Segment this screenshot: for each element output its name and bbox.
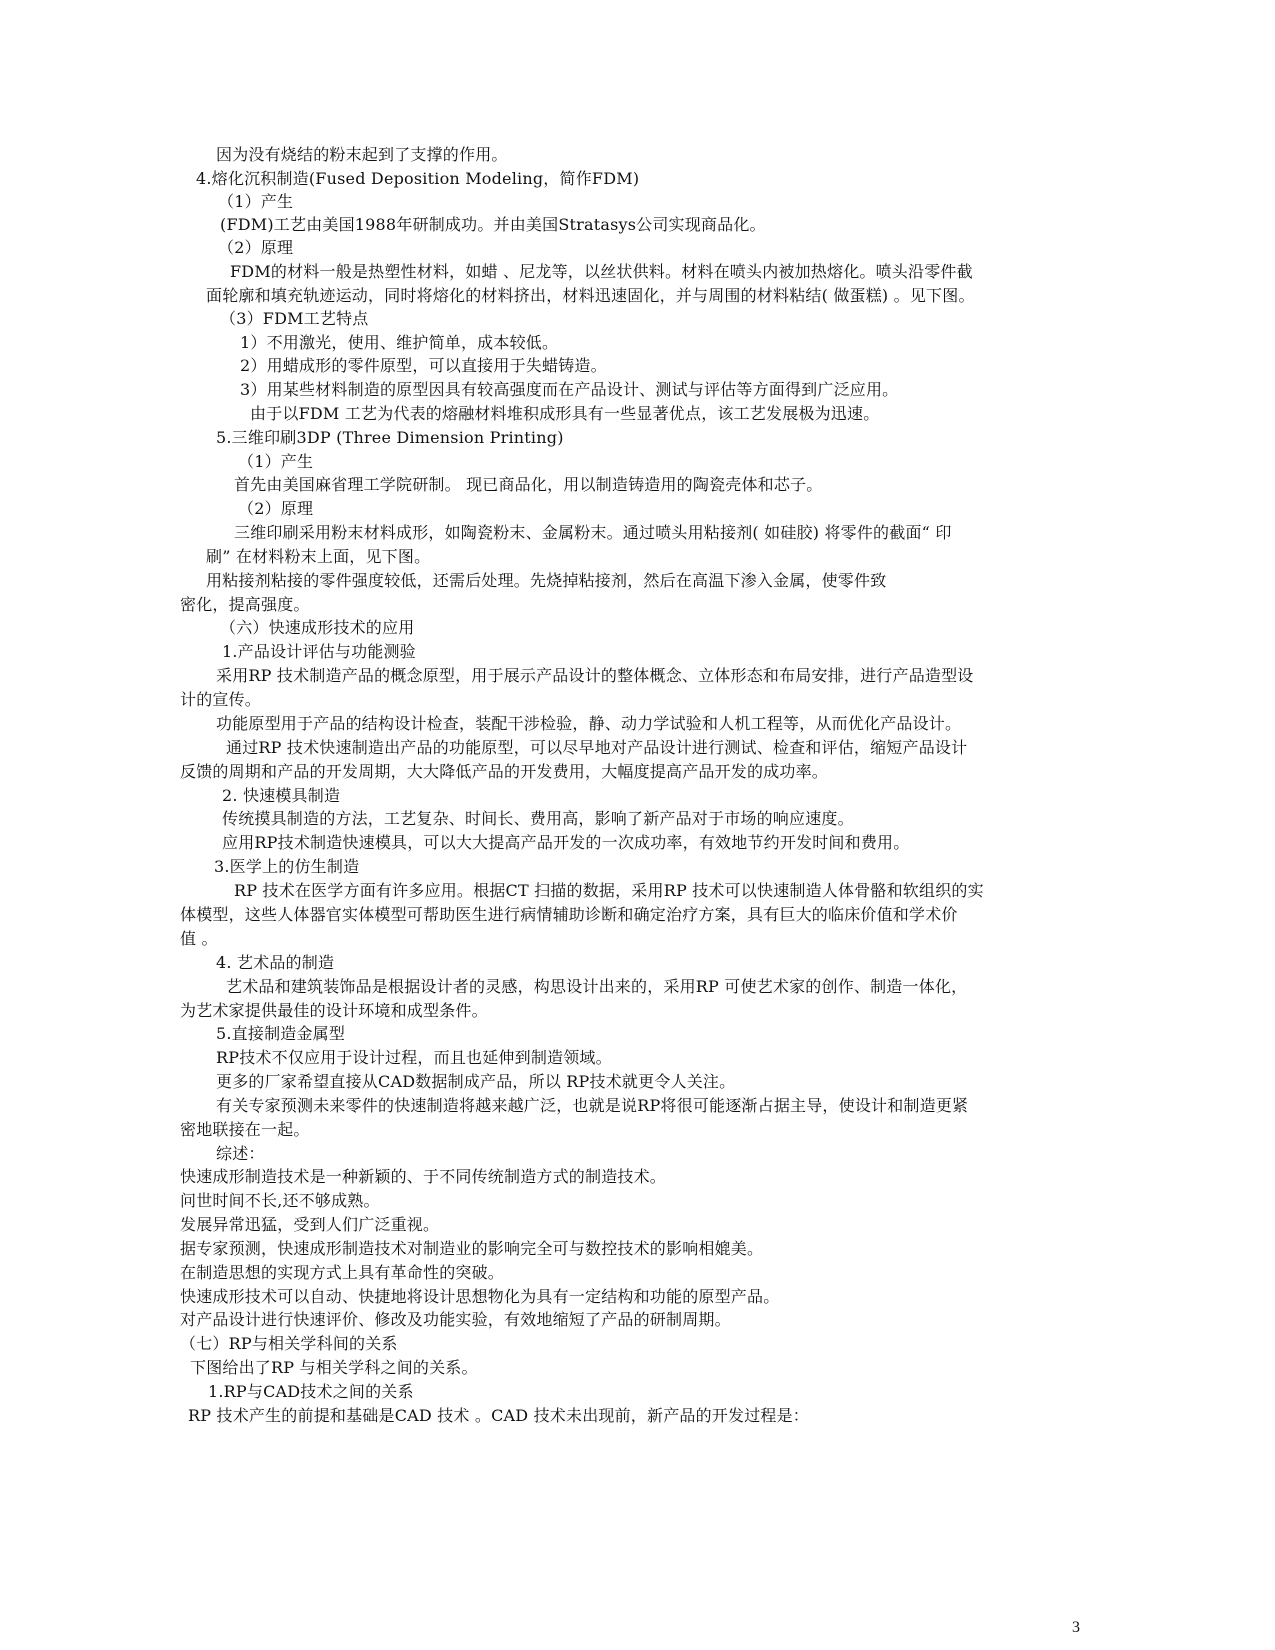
section-heading: 5.三维印刷3DP (Three Dimension Printing) — [216, 428, 564, 447]
list-item: 1）不用激光，使用、维护简单，成本较低。 — [240, 333, 559, 352]
text-line: 快速成形制造技术是一种新颖的、于不同传统制造方式的制造技术。 — [180, 1167, 667, 1186]
text-line: 功能原型用于产品的结构设计检查，装配干涉检验，静、动力学试验和人机工程等，从而优化产品设计。 — [216, 714, 962, 733]
text-line: RP技术不仅应用于设计过程，而且也延伸到制造领域。 — [216, 1048, 612, 1067]
text-line: 因为没有烧结的粉末起到了支撑的作用。 — [216, 145, 508, 164]
text-line: 刷” 在材料粉末上面，见下图。 — [206, 547, 431, 566]
text-line: 艺术品和建筑装饰品是根据设计者的灵感，构思设计出来的，采用RP 可使艺术家的创作、制造一体化， — [226, 977, 968, 996]
text-line: 面轮廓和填充轨迹运动，同时将熔化的材料挤出，材料迅速固化，并与周围的材料粘结( 做蛋糕) 。见下图。 — [206, 286, 975, 305]
text-line: 用粘接剂粘接的零件强度较低，还需后处理。先烧掉粘接剂，然后在高温下渗入金属，使零件致 — [206, 571, 887, 590]
text-line: 计的宣传。 — [180, 690, 262, 709]
text-line: (FDM)工艺由美国1988年研制成功。并由美国Stratasys公司实现商品化。 — [220, 215, 766, 234]
chapter-heading: （七）RP与相关学科间的关系 — [180, 1334, 398, 1353]
subsection-heading: （3）FDM工艺特点 — [220, 309, 369, 328]
subsection-heading: （2）原理 — [238, 499, 314, 518]
text-line: 反馈的周期和产品的开发周期，大大降低产品的开发费用，大幅度提高产品开发的成功率。 — [180, 762, 829, 781]
section-heading: 综述： — [216, 1144, 265, 1163]
text-line: 为艺术家提供最佳的设计环境和成型条件。 — [180, 1001, 488, 1020]
section-heading: 1.RP与CAD技术之间的关系 — [208, 1382, 414, 1401]
text-line: 发展异常迅猛，受到人们广泛重视。 — [180, 1215, 440, 1234]
text-line: 采用RP 技术制造产品的概念原型，用于展示产品设计的整体概念、立体形态和布局安排，进行产品造型设 — [216, 666, 974, 685]
section-heading: 5.直接制造金属型 — [216, 1024, 346, 1043]
text-line: 更多的厂家希望直接从CAD数据制成产品，所以 RP技术就更令人关注。 — [216, 1072, 736, 1091]
text-line: 下图给出了RP 与相关学科之间的关系。 — [190, 1358, 478, 1377]
text-line: 体模型，这些人体器官实体模型可帮助医生进行病情辅助诊断和确定治疗方案，具有巨大的临床价值和学术价 — [180, 905, 958, 924]
text-line: RP 技术产生的前提和基础是CAD 技术 。CAD 技术未出现前，新产品的开发过程是： — [188, 1406, 810, 1425]
page-number: 3 — [1072, 1619, 1080, 1636]
text-line: 首先由美国麻省理工学院研制。 现已商品化，用以制造铸造用的陶瓷壳体和芯子。 — [234, 475, 823, 494]
text-line: 对产品设计进行快速评价、修改及功能实验，有效地缩短了产品的研制周期。 — [180, 1310, 731, 1329]
text-line: 在制造思想的实现方式上具有革命性的突破。 — [180, 1263, 505, 1282]
chapter-heading: （六）快速成形技术的应用 — [220, 618, 415, 637]
section-heading: 4. 艺术品的制造 — [216, 953, 335, 972]
section-heading: 1.产品设计评估与功能测验 — [222, 642, 416, 661]
text-line: RP 技术在医学方面有许多应用。根据CT 扫描的数据，采用RP 技术可以快速制造人体骨骼和软组织的实 — [234, 881, 984, 900]
text-line: 传统摸具制造的方法，工艺复杂、时间长、费用高，影响了新产品对于市场的响应速度。 — [222, 809, 854, 828]
list-item: 2）用蜡成形的零件原型，可以直接用于失蜡铸造。 — [240, 356, 607, 375]
subsection-heading: （1）产生 — [218, 192, 294, 211]
text-line: 通过RP 技术快速制造出产品的功能原型，可以尽早地对产品设计进行测试、检查和评估，缩短产品设计 — [226, 738, 968, 757]
text-line: 值 。 — [180, 929, 218, 948]
section-heading: 2. 快速模具制造 — [222, 786, 341, 805]
text-line: 三维印刷采用粉末材料成形，如陶瓷粉末、金属粉末。通过喷头用粘接剂( 如硅胶) 将零件的截面“ 印 — [234, 523, 952, 542]
text-line: 密地联接在一起。 — [180, 1120, 310, 1139]
subsection-heading: （2）原理 — [218, 238, 294, 257]
subsection-heading: （1）产生 — [238, 452, 314, 471]
section-heading: 3.医学上的仿生制造 — [214, 857, 360, 876]
section-heading: 4.熔化沉积制造(Fused Deposition Modeling，简作FDM) — [196, 169, 640, 188]
text-line: 据专家预测，快速成形制造技术对制造业的影响完全可与数控技术的影响相媲美。 — [180, 1239, 764, 1258]
text-line: 快速成形技术可以自动、快捷地将设计思想物化为具有一定结构和功能的原型产品。 — [180, 1287, 780, 1306]
text-line: 应用RP技术制造快速模具，可以大大提高产品开发的一次成功率，有效地节约开发时间和费用。 — [222, 833, 910, 852]
list-item: 3）用某些材料制造的原型因具有较高强度而在产品设计、测试与评估等方面得到广泛应用。 — [240, 380, 899, 399]
text-line: 问世时间不长,还不够成熟。 — [180, 1191, 380, 1210]
text-line: 有关专家预测未来零件的快速制造将越来越广泛，也就是说RP将很可能逐渐占据主导，使设计和制造更紧 — [216, 1096, 969, 1115]
text-line: FDM的材料一般是热塑性材料，如蜡 、尼龙等，以丝状供料。材料在喷头内被加热熔化。喷头沿零件截 — [230, 262, 973, 281]
text-line: 密化，提高强度。 — [180, 595, 310, 614]
text-line: 由于以FDM 工艺为代表的熔融材料堆积成形具有一些显著优点，该工艺发展极为迅速。 — [250, 404, 880, 423]
